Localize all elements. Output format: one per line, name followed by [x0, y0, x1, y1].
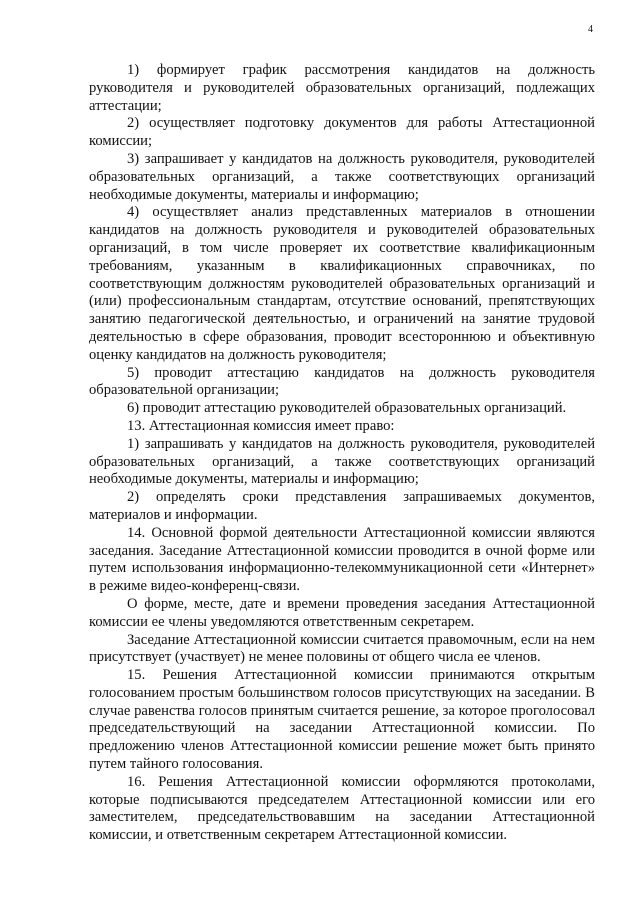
- page-number: 4: [588, 24, 593, 35]
- paragraph-14: 14. Основной формой деятельности Аттестационной комиссии являются заседания. Заседание Аттестационной комиссии проводится в очной форме или путем использования информационно-телекоммуникационной сети «Интернет» в режиме видео-конференц-связи.: [89, 524, 595, 595]
- paragraph-14-quorum: Заседание Аттестационной комиссии считается правомочным, если на нем присутствует (участвует) не менее половины от общего числа ее членов.: [89, 631, 595, 666]
- paragraph-12-3: 3) запрашивает у кандидатов на должность руководителя, руководителей образовательных организаций, а также соответствующих организаций необходимые документы, материалы и информацию;: [89, 150, 595, 203]
- paragraph-14-notice: О форме, месте, дате и времени проведения заседания Аттестационной комиссии ее члены уведомляются ответственным секретарем.: [89, 595, 595, 630]
- document-body: [89, 62, 595, 845]
- paragraph-12-1: 1) формирует график рассмотрения кандидатов на должность руководителя и руководителей образовательных организаций, подлежащих аттестации;: [89, 62, 595, 114]
- paragraph-15: 15. Решения Аттестационной комиссии принимаются открытым голосованием простым большинством голосов присутствующих на заседании. В случае равенства голосов принятым считается решение, за которое проголосовал председательствующий на заседании Аттестационной комиссии. По предложению членов Аттестационной комиссии решение может быть принято путем тайного голосования.: [89, 667, 595, 773]
- paragraph-13: 13. Аттестационная комиссия имеет право:: [127, 417, 395, 434]
- paragraph-12-5: 5) проводит аттестацию кандидатов на должность руководителя образовательной организации;: [89, 364, 595, 399]
- paragraph-12-4: 4) осуществляет анализ представленных материалов в отношении кандидатов на должность руководителя и руководителей образовательных организаций, в том числе проверяет их соответствие квалификационным требованиям, указанным в квалификационных справочниках, по соответствующим должностям руководителей образовательных организаций и (или) профессиональным стандартам, отсутствие оснований, препятствующих занятию педагогической деятельностью, и ограничений на занятие трудовой деятельностью в сфере образования, проводит всестороннюю и объективную оценку кандидатов на должность руководителя;: [89, 204, 595, 363]
- paragraph-16: 16. Решения Аттестационной комиссии оформляются протоколами, которые подписываются председателем Аттестационной комиссии или его заместителем, председательствовавшим на заседании Аттестационной комиссии, и ответственным секретарем Аттестационной комиссии.: [89, 773, 595, 844]
- paragraph-12-2: 2) осуществляет подготовку документов для работы Аттестационной комиссии;: [89, 115, 595, 150]
- paragraph-13-1: 1) запрашивать у кандидатов на должность руководителя, руководителей образовательных организаций, а также соответствующих организаций необходимые документы, материалы и информацию;: [89, 435, 595, 488]
- paragraph-12-6: 6) проводит аттестацию руководителей образовательных организаций.: [127, 400, 567, 417]
- paragraph-13-2: 2) определять сроки представления запрашиваемых документов, материалов и информации.: [89, 489, 595, 523]
